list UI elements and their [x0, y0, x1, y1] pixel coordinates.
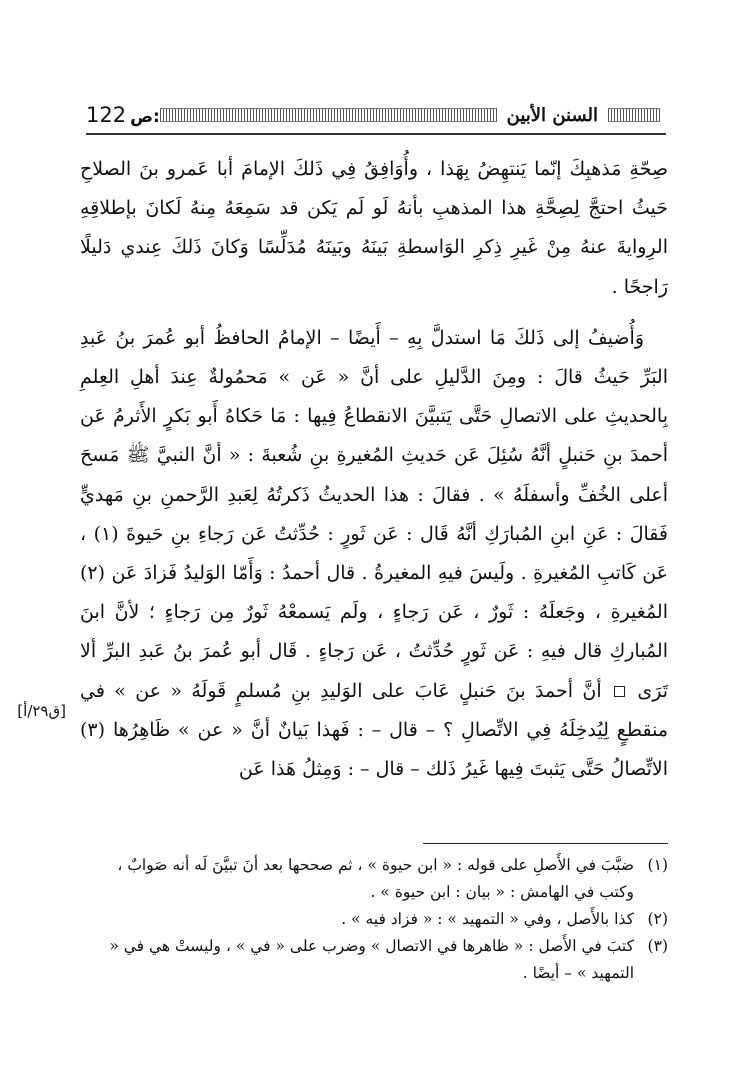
main-text: [80, 150, 668, 789]
paragraph-2-part-a: وَأُضيفُ إلى ذَلكَ مَا استدلَّ بِهِ – أَيضًا – الإمامُ الحافظُ أبو عُمرَ بنُ عَبدِ البَرِّ حَيثُ قالَ : ومِنَ الدَّليلِ على أنَّ « عَن » مَحمُولةٌ عِندَ أهلِ العِلمِ بِالحديثِ على الاتصالِ حَتَّى يَتبيَّنَ الانقطاعُ فِيها : مَا حَكاهُ أَبو بَكرٍ الأَثرمُ عَن أحمدَ بنِ حَنبلٍ أنَّهُ سُئِلَ عَن حَديثِ المُغيرةِ بنِ شُعبةَ : « أنَّ النبيَّ ﷺ مَسحَ أعلى الخُفِّ وأسفلَهُ » . فقالَ : هذا الحديثُ ذَكرتُهُ لِعَبدِ الرَّحمنِ بنِ مَهديٍّ فَقالَ : عَنِ ابنِ المُبارَكِ أنَّهُ قَال : عَن ثَورٍ : حُدِّثتُ عَن رَجاءِ بنِ حَيوةَ: [80, 326, 668, 545]
header-rule: [86, 133, 666, 135]
footnote-text: ضبَّبَ في الأَصلِ على قوله : « ابن حيوة » ، ثم صححها بعد أنَ تبيَّنَ لَه أنه صَوابٌ ، وكتب في الهامش : « بيان : ابن حيوة » .: [117, 856, 634, 901]
separator-box: [614, 686, 625, 697]
book-title: السنن الأبين: [506, 104, 598, 126]
footnote-text: كتبَ في الأَصل : « ظاهرها في الاتصال » وضرب على « في » ، وليستْ هي في « التمهيد » – أيضًا .: [109, 937, 634, 982]
paragraph-2-part-b: ، عَن كَاتبِ المُغيرةِ . ولَيسَ فيهِ المغيرةُ . قال أحمدُ : وَأَمّا الوَليدُ فَزادَ عَن: [80, 522, 668, 585]
paragraph-2-part-e: الاتِّصالُ حَتَّى يَثبتَ فِيها غَيرُ ذَلك – قال – : وَمِثلُ هَذا عَن: [238, 758, 668, 781]
footnote-number: (٢): [647, 910, 668, 928]
footnote-ref-2: (٢): [80, 562, 106, 585]
header-ornament-right: [160, 108, 497, 122]
header-ornament-left: [608, 108, 660, 122]
footnote-ref-1: (١): [93, 522, 119, 545]
manuscript-folio-note: [ق٢٩/أ]: [17, 702, 66, 720]
paragraph-1: صِحّةِ مَذهبِكَ إنّما يَنتهِضُ بِهَذا ، وأُوَافِقُ فِي ذَلكَ الإمامَ أبا عَمرو بنَ الصلاحِ حَيثُ احتجَّ لِصِحَّةِ هذا المذهبِ بأنهُ لَو لَم يَكن قد سَمِعَهُ مِنهُ لَكانَ بإطلاقِهِ الرِوايةَ عنهُ مِنْ غَيرِ ذِكرِ الوَاسطةِ بَينَهُ وبَينَهُ مُدَلِّسًا وَكانَ ذَلكَ عِندي دَليلًا رَاجحًا .: [80, 158, 668, 298]
page-label: ص:: [130, 107, 160, 127]
paragraph-2-part-c: المُغيرةِ ، وجَعلَهُ : ثَورٌ ، عَن رَجاءٍ ، ولَم يَسمعْهُ ثَورٌ مِن رَجاءٍ ؛ لأنَّ ابنَ المُباركِ قال فيهِ : عَن ثَورٍ حُدِّثتُ ، عَن رَجاءٍ . قَال أبو عُمرَ بنُ عَبدِ البرِّ ألا تَرَى: [80, 601, 669, 702]
footnote-1: [86, 852, 668, 906]
paragraph-2-part-d: أنَّ أحمدَ بنَ حَنبلٍ عَابَ على الوَليدِ بنِ مُسلمٍ قَولَهُ « عن » في منقطعٍ لِيُدخِلَهُ فِي الاتِّصالِ ؟ – قال – : فَهذا بَيانٌ أنَّ « عن » ظَاهِرُها: [80, 679, 668, 741]
footnotes: [86, 852, 668, 987]
footnote-number: (١): [647, 856, 668, 874]
running-header: [86, 100, 666, 130]
footnote-2: [86, 906, 668, 933]
footnote-text: كذا بالأَصل ، وفي « التمهيد » : « فزاد فيه » .: [341, 910, 634, 928]
footnote-number: (٣): [647, 937, 668, 955]
footnote-ref-3: (٣): [80, 718, 106, 741]
page-number-value: 122: [86, 103, 127, 127]
footnote-rule: [423, 843, 668, 844]
footnote-3: [86, 933, 668, 987]
page-number: [86, 103, 160, 127]
paragraph-2: [80, 319, 668, 789]
